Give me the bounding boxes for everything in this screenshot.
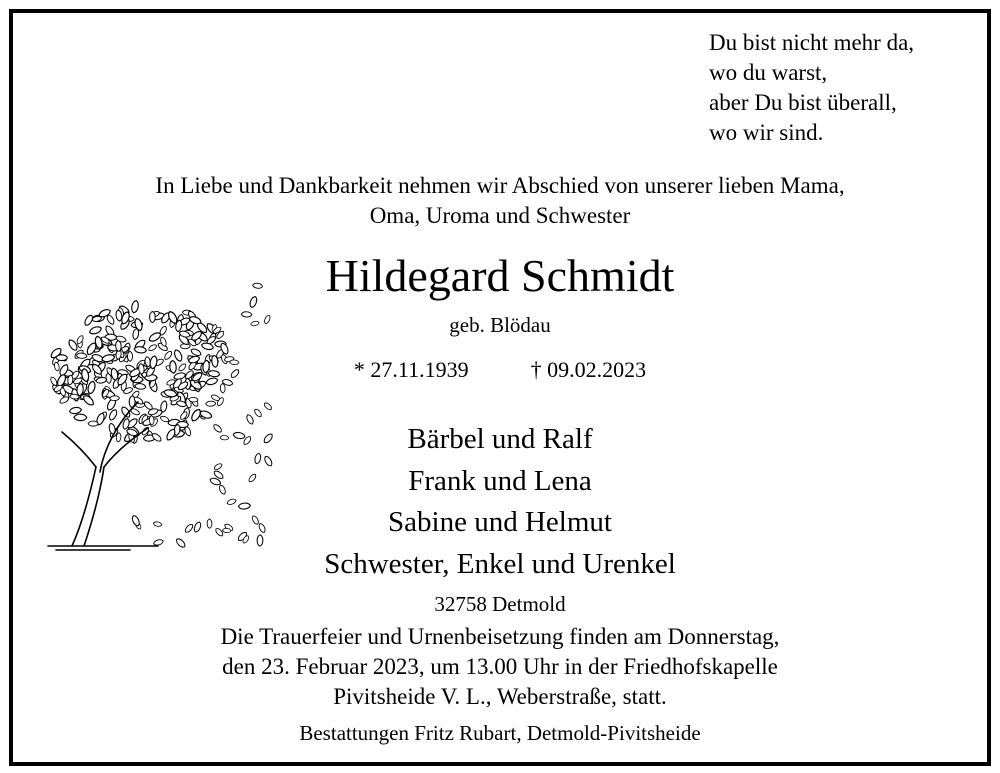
poem xyxy=(709,28,914,148)
leaf-shape xyxy=(153,539,164,547)
death-date: † 09.02.2023 xyxy=(530,357,647,382)
place: 32758 Detmold xyxy=(434,592,566,616)
leaf-shape xyxy=(230,368,241,379)
leaf-shape xyxy=(54,362,60,372)
leaf-shape xyxy=(49,376,58,387)
leaf-shape xyxy=(151,432,163,443)
leaf-shape xyxy=(229,360,239,365)
leaf-shape xyxy=(212,423,223,434)
family-line: Frank und Lena xyxy=(408,464,592,497)
leaf-shape xyxy=(148,343,158,351)
leaf-shape xyxy=(205,377,218,386)
leaf-shape xyxy=(190,348,202,358)
leaf-shape xyxy=(110,396,120,401)
leaf-shape xyxy=(69,407,82,415)
leaf-shape xyxy=(241,312,252,318)
leaf-shape xyxy=(220,435,229,440)
leaf-shape xyxy=(150,311,156,322)
leaf-shape xyxy=(135,383,147,390)
leaf-shape xyxy=(56,355,68,361)
leaf-shape xyxy=(193,521,202,533)
leaf-shape xyxy=(214,527,224,537)
leaf-shape xyxy=(189,397,198,402)
deceased-name: Hildegard Schmidt xyxy=(325,250,675,301)
birth-date: * 27.11.1939 xyxy=(353,357,469,382)
leaf-shape xyxy=(249,296,259,309)
leaf-shape xyxy=(250,321,259,327)
leaf-shape xyxy=(245,414,254,426)
leaf-shape xyxy=(218,484,226,495)
leaf-shape xyxy=(89,325,103,335)
leaf-shape xyxy=(175,537,187,549)
intro-line: Oma, Uroma und Schwester xyxy=(369,203,631,228)
leaf-shape xyxy=(163,350,173,361)
leaf-shape xyxy=(252,283,262,289)
service-line: den 23. Februar 2023, um 13.00 Uhr in der Friedhofskapelle xyxy=(222,654,778,679)
leaf-shape xyxy=(74,414,87,421)
leaf-shape xyxy=(206,401,216,406)
leaf-shape xyxy=(253,408,262,418)
leaf-shape xyxy=(220,383,225,393)
leaf-shape xyxy=(177,363,187,373)
undertaker: Bestattungen Fritz Rubart, Detmold-Pivitsheide xyxy=(299,721,701,745)
tree-icon xyxy=(34,262,279,554)
family-line: Bärbel und Ralf xyxy=(407,423,593,455)
leaf-shape xyxy=(248,473,258,483)
leaf-shape xyxy=(160,400,168,412)
leaf-shape xyxy=(87,380,96,394)
birth-name: geb. Blödau xyxy=(449,313,551,337)
leaf-shape xyxy=(153,521,162,527)
family-line: Sabine und Helmut xyxy=(388,506,612,538)
intro-line: In Liebe und Dankbarkeit nehmen wir Abschied von unserer lieben Mama, xyxy=(155,173,845,198)
service-info xyxy=(0,622,1000,712)
leaf-shape xyxy=(257,535,263,546)
leaf-shape xyxy=(233,432,246,440)
poem-line: wo du warst, xyxy=(709,60,828,85)
leaf-shape xyxy=(184,523,194,534)
leaf-shape xyxy=(160,415,170,423)
leaf-shape xyxy=(238,503,250,510)
leaf-shape xyxy=(263,314,271,324)
leaf-shape xyxy=(149,355,158,369)
leaf-shape xyxy=(263,402,273,411)
service-line: Die Trauerfeier und Urnenbeisetzung finden am Donnerstag, xyxy=(220,624,780,649)
leaf-shape xyxy=(88,421,98,426)
leaf-shape xyxy=(263,455,273,467)
intro-text xyxy=(0,171,1000,231)
leaf-shape xyxy=(226,498,236,506)
poem-line: aber Du bist überall, xyxy=(709,90,897,115)
poem-line: wo wir sind. xyxy=(709,120,824,145)
leaf-shape xyxy=(258,523,267,534)
leaf-shape xyxy=(213,462,223,470)
leaf-shape xyxy=(76,335,85,345)
service-line: Pivitsheide V. L., Weberstraße, statt. xyxy=(333,684,667,709)
poem-line: Du bist nicht mehr da, xyxy=(709,30,915,55)
leaf-shape xyxy=(173,349,184,363)
leaf-shape xyxy=(254,453,262,465)
leaf-shape xyxy=(251,515,260,526)
leaf-shape xyxy=(207,519,212,528)
leaf-shape xyxy=(131,300,140,314)
leaf-shape xyxy=(134,346,147,354)
family-line: Schwester, Enkel und Urenkel xyxy=(324,547,676,580)
leaf-shape xyxy=(262,432,273,444)
